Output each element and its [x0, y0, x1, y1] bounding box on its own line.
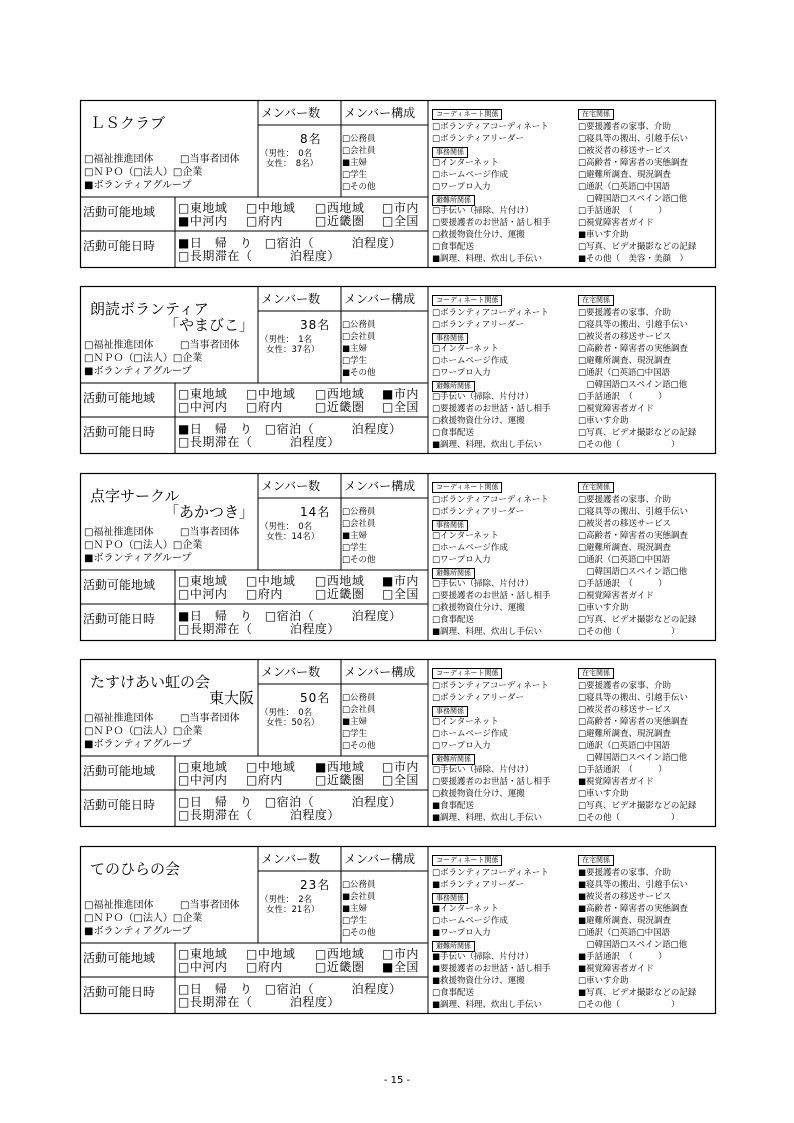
- skill-checkbox[interactable]: □その他（ ）: [578, 440, 680, 450]
- skill-checkbox[interactable]: ■調理、料理、炊出し手伝い: [432, 254, 543, 264]
- member-count-header: メンバー数: [261, 852, 321, 866]
- activity-area-label: 活動可能地域: [83, 951, 156, 965]
- member-count-value: 23名: [300, 878, 331, 892]
- skill-checkbox[interactable]: □ホームページ作成: [432, 356, 508, 366]
- member-count-value: 8名: [300, 132, 322, 146]
- skill-checkbox[interactable]: □手伝い（掃除、片付け）: [432, 392, 534, 402]
- skill-checkbox[interactable]: □ホームページ作成: [432, 729, 508, 739]
- skill-checkbox[interactable]: □高齢者・障害者の実態調査: [578, 158, 689, 168]
- skill-checkbox[interactable]: ■高齢者・障害者の実態調査: [578, 904, 689, 914]
- skill-checkbox[interactable]: ■車いす介助: [578, 230, 629, 240]
- member-composition-header: メンバー構成: [344, 665, 416, 679]
- org-npo-checkbox[interactable]: □ＮＰＯ（□法人）□企業: [84, 913, 203, 924]
- skill-checkbox[interactable]: □避難所調査、現況調査: [578, 543, 672, 553]
- member-female-count: 女性：50名）: [266, 718, 320, 728]
- composition-checkbox[interactable]: ■その他: [342, 368, 376, 378]
- skill-checkbox[interactable]: ■被災者の移送サービス: [578, 892, 672, 902]
- skill-checkbox[interactable]: ■その他（ 美容・美顔 ）: [578, 254, 689, 264]
- composition-checkbox[interactable]: □会社員: [342, 332, 376, 342]
- area-checkbox[interactable]: □中河内: [178, 773, 228, 787]
- org-volunteer-checkbox[interactable]: ■ボランティアグループ: [84, 180, 192, 191]
- area-checkbox[interactable]: □西地域: [315, 947, 365, 961]
- home-category-header: 在宅関係: [578, 109, 614, 120]
- skill-checkbox[interactable]: □手伝い（掃除、片付け）: [432, 206, 534, 216]
- area-checkbox[interactable]: □中地域: [246, 947, 296, 961]
- time-option-day-stay[interactable]: ■日 帰 り □宿泊（ 泊程度）: [178, 609, 402, 623]
- member-male-count: （男性： 0名: [260, 708, 313, 718]
- shelter-category-header: 避難所関係: [432, 568, 475, 579]
- coordinate-category-header: コーディネート関係: [432, 855, 502, 866]
- area-checkbox[interactable]: □府内: [246, 773, 283, 787]
- skill-checkbox[interactable]: ■視覚障害者ガイド: [578, 777, 654, 787]
- skill-checkbox[interactable]: □救援物資仕分け、運搬: [432, 603, 525, 613]
- member-count-header: メンバー数: [261, 106, 321, 120]
- skill-checkbox[interactable]: □ボランティアコーディネート: [432, 868, 549, 878]
- org-tojisha-checkbox[interactable]: □当事者団体: [180, 527, 240, 538]
- skill-checkbox[interactable]: □通訳（□英語□中国語: [578, 182, 671, 192]
- composition-checkbox[interactable]: ■会社員: [342, 892, 376, 902]
- skill-checkbox[interactable]: □その他（ ）: [578, 1000, 680, 1010]
- member-male-count: （男性： 2名: [260, 895, 313, 905]
- skill-checkbox[interactable]: ■ボランティアリーダー: [432, 880, 525, 890]
- skill-checkbox[interactable]: □ワープロ入力: [432, 368, 491, 378]
- skill-checkbox[interactable]: □寝具等の搬出、引越手伝い: [578, 320, 689, 330]
- area-checkbox[interactable]: □市内: [382, 760, 419, 774]
- member-count-header: メンバー数: [261, 665, 321, 679]
- skill-checkbox[interactable]: ■要援護者のお世話・話し相手: [432, 964, 551, 974]
- skill-checkbox[interactable]: □ボランティアリーダー: [432, 134, 525, 144]
- skill-checkbox[interactable]: □視覚障害者ガイド: [578, 404, 654, 414]
- skill-checkbox[interactable]: □被災者の移送サービス: [578, 332, 672, 342]
- skill-checkbox[interactable]: ■食事配送: [432, 801, 475, 811]
- member-composition-header: メンバー構成: [344, 852, 416, 866]
- skill-checkbox[interactable]: □高齢者・障害者の実態調査: [578, 717, 689, 727]
- office-category-header: 事務関係: [432, 706, 468, 717]
- skill-checkbox[interactable]: □ボランティアリーダー: [432, 507, 525, 517]
- org-npo-checkbox[interactable]: □ＮＰＯ（□法人）□企業: [84, 353, 203, 364]
- skill-checkbox[interactable]: □インターネット: [432, 158, 499, 168]
- skill-checkbox[interactable]: □ホームページ作成: [432, 170, 508, 180]
- area-checkbox[interactable]: □府内: [246, 587, 283, 601]
- skill-checkbox[interactable]: □車いす介助: [578, 603, 629, 613]
- composition-checkbox[interactable]: □会社員: [342, 705, 376, 715]
- skill-checkbox[interactable]: □被災者の移送サービス: [578, 705, 672, 715]
- skill-checkbox[interactable]: □避難所調査、現況調査: [578, 729, 672, 739]
- shelter-category-header: 避難所関係: [432, 381, 475, 392]
- area-checkbox[interactable]: □中河内: [178, 587, 228, 601]
- volunteer-group-card: [80, 473, 716, 641]
- org-fukushi-checkbox[interactable]: □福祉推進団体: [84, 154, 154, 165]
- skill-checkbox[interactable]: ■調理、料理、炊出し手伝い: [432, 1000, 543, 1010]
- volunteer-group-card: [80, 286, 716, 454]
- area-checkbox[interactable]: □西地域: [315, 574, 365, 588]
- skill-checkbox[interactable]: □食事配送: [432, 242, 475, 252]
- office-category-header: 事務関係: [432, 147, 468, 158]
- org-npo-checkbox[interactable]: □ＮＰＯ（□法人）□企業: [84, 167, 203, 178]
- skill-checkbox[interactable]: ■調理、料理、炊出し手伝い: [432, 627, 543, 637]
- skill-checkbox[interactable]: □救援物資仕分け、運搬: [432, 789, 525, 799]
- area-checkbox[interactable]: ■全国: [382, 960, 419, 974]
- group-name-line2: 「あかつき」: [163, 503, 254, 521]
- skill-checkbox[interactable]: □韓国語□スペイン語□他: [578, 567, 688, 577]
- member-composition-header: メンバー構成: [344, 106, 416, 120]
- org-volunteer-checkbox[interactable]: ■ボランティアグループ: [84, 553, 192, 564]
- coordinate-category-header: コーディネート関係: [432, 109, 502, 120]
- composition-checkbox[interactable]: □その他: [342, 555, 376, 565]
- area-checkbox[interactable]: □全国: [382, 773, 419, 787]
- area-checkbox[interactable]: □近畿圏: [315, 960, 365, 974]
- member-count-header: メンバー数: [261, 292, 321, 306]
- composition-checkbox[interactable]: □公務員: [342, 507, 376, 517]
- composition-checkbox[interactable]: ■主婦: [342, 904, 368, 914]
- area-checkbox[interactable]: □全国: [382, 587, 419, 601]
- group-name-line1: たすけあい虹の会: [90, 673, 211, 691]
- area-checkbox[interactable]: □東地域: [178, 947, 228, 961]
- skill-checkbox[interactable]: □救援物資仕分け、運搬: [432, 416, 525, 426]
- member-count-value: 14名: [300, 505, 331, 519]
- skill-checkbox[interactable]: □インターネット: [432, 717, 499, 727]
- composition-checkbox[interactable]: ■主婦: [342, 531, 368, 541]
- area-checkbox[interactable]: □全国: [382, 400, 419, 414]
- area-checkbox[interactable]: □中地域: [246, 387, 296, 401]
- skill-checkbox[interactable]: □手伝い（掃除、片付け）: [432, 765, 534, 775]
- time-option-long-stay[interactable]: □長期滞在（ 泊程度）: [178, 435, 340, 449]
- skill-checkbox[interactable]: □手話通訳 （ ）: [578, 579, 667, 589]
- time-option-long-stay[interactable]: □長期滞在（ 泊程度）: [178, 808, 340, 822]
- skill-checkbox[interactable]: □写真、ビデオ撮影などの記録: [578, 242, 697, 252]
- composition-checkbox[interactable]: □公務員: [342, 880, 376, 890]
- skill-checkbox[interactable]: □韓国語□スペイン語□他: [578, 940, 688, 950]
- composition-checkbox[interactable]: ■主婦: [342, 717, 368, 727]
- org-fukushi-checkbox[interactable]: □福祉推進団体: [84, 340, 154, 351]
- member-count-value: 50名: [300, 691, 331, 705]
- skill-checkbox[interactable]: □要援護者の家事、介助: [578, 681, 672, 691]
- volunteer-group-card: [80, 100, 716, 268]
- area-checkbox[interactable]: ■中河内: [178, 214, 228, 228]
- area-checkbox[interactable]: □近畿圏: [315, 400, 365, 414]
- skill-checkbox[interactable]: □写真、ビデオ撮影などの記録: [578, 801, 697, 811]
- skill-checkbox[interactable]: □ボランティアリーダー: [432, 693, 525, 703]
- skill-checkbox[interactable]: □避難所調査、現況調査: [578, 356, 672, 366]
- group-name-line1: 朗読ボランティア: [90, 300, 209, 318]
- group-name-line1: ＬＳクラブ: [90, 114, 166, 132]
- area-checkbox[interactable]: □中地域: [246, 760, 296, 774]
- activity-time-label: 活動可能日時: [83, 612, 156, 626]
- skill-checkbox[interactable]: □寝具等の搬出、引越手伝い: [578, 693, 689, 703]
- area-checkbox[interactable]: □中河内: [178, 960, 228, 974]
- area-checkbox[interactable]: □府内: [246, 960, 283, 974]
- skill-checkbox[interactable]: ■視覚障害者ガイド: [578, 964, 654, 974]
- shelter-category-header: 避難所関係: [432, 195, 475, 206]
- composition-checkbox[interactable]: □その他: [342, 182, 376, 192]
- composition-checkbox[interactable]: □会社員: [342, 519, 376, 529]
- skill-checkbox[interactable]: ■手伝い（掃除、片付け）: [432, 952, 534, 962]
- skill-checkbox[interactable]: □通訳（□英語□中国語: [578, 928, 671, 938]
- skill-checkbox[interactable]: □要援護者の家事、介助: [578, 308, 672, 318]
- page-number: - 15 -: [383, 1075, 411, 1086]
- skill-checkbox[interactable]: □その他（ ）: [578, 813, 680, 823]
- composition-checkbox[interactable]: □学生: [342, 916, 368, 926]
- skill-checkbox[interactable]: □ボランティアコーディネート: [432, 495, 549, 505]
- composition-checkbox[interactable]: □公務員: [342, 134, 376, 144]
- org-volunteer-checkbox[interactable]: ■ボランティアグループ: [84, 739, 192, 750]
- skill-checkbox[interactable]: □通訳（□英語□中国語: [578, 368, 671, 378]
- time-option-long-stay[interactable]: □長期滞在（ 泊程度）: [178, 622, 340, 636]
- skill-checkbox[interactable]: □通訳（□英語□中国語: [578, 555, 671, 565]
- skill-checkbox[interactable]: □寝具等の搬出、引越手伝い: [578, 134, 689, 144]
- skill-checkbox[interactable]: □写真、ビデオ撮影などの記録: [578, 615, 697, 625]
- volunteer-group-card: [80, 846, 716, 1014]
- skill-checkbox[interactable]: ■調理、料理、炊出し手伝い: [432, 813, 543, 823]
- skill-checkbox[interactable]: □食事配送: [432, 615, 475, 625]
- activity-time-label: 活動可能日時: [83, 798, 156, 812]
- area-checkbox[interactable]: □市内: [382, 201, 419, 215]
- composition-checkbox[interactable]: □学生: [342, 356, 368, 366]
- time-option-long-stay[interactable]: □長期滞在（ 泊程度）: [178, 995, 340, 1009]
- skill-checkbox[interactable]: □視覚障害者ガイド: [578, 591, 654, 601]
- composition-checkbox[interactable]: ■主婦: [342, 344, 368, 354]
- activity-area-label: 活動可能地域: [83, 205, 156, 219]
- time-option-day-stay[interactable]: □日 帰 り □宿泊（ 泊程度）: [178, 795, 402, 809]
- skill-checkbox[interactable]: □手伝い（掃除、片付け）: [432, 579, 534, 589]
- activity-area-label: 活動可能地域: [83, 764, 156, 778]
- area-checkbox[interactable]: □近畿圏: [315, 773, 365, 787]
- skill-checkbox[interactable]: □要援護者のお世話・話し相手: [432, 591, 551, 601]
- skill-checkbox[interactable]: □インターネット: [432, 344, 499, 354]
- skill-checkbox[interactable]: □視覚障害者ガイド: [578, 218, 654, 228]
- activity-time-label: 活動可能日時: [83, 985, 156, 999]
- org-fukushi-checkbox[interactable]: □福祉推進団体: [84, 527, 154, 538]
- skill-checkbox[interactable]: □要援護者のお世話・話し相手: [432, 404, 551, 414]
- composition-checkbox[interactable]: □公務員: [342, 693, 376, 703]
- skill-checkbox[interactable]: ■ワープロ入力: [432, 928, 491, 938]
- coordinate-category-header: コーディネート関係: [432, 482, 502, 493]
- activity-time-label: 活動可能日時: [83, 239, 156, 253]
- member-male-count: （男性： 1名: [260, 335, 313, 345]
- area-checkbox[interactable]: □東地域: [178, 387, 228, 401]
- skill-checkbox[interactable]: □ワープロ入力: [432, 182, 491, 192]
- area-checkbox[interactable]: ■西地域: [315, 760, 365, 774]
- area-checkbox[interactable]: ■市内: [382, 387, 419, 401]
- member-female-count: 女性：21名）: [266, 905, 320, 915]
- area-checkbox[interactable]: ■市内: [382, 574, 419, 588]
- area-checkbox[interactable]: □中地域: [246, 574, 296, 588]
- skill-checkbox[interactable]: □その他（ ）: [578, 627, 680, 637]
- skill-checkbox[interactable]: ■インターネット: [432, 904, 499, 914]
- member-count-header: メンバー数: [261, 479, 321, 493]
- area-checkbox[interactable]: □中地域: [246, 201, 296, 215]
- skill-checkbox[interactable]: □ワープロ入力: [432, 741, 491, 751]
- skill-checkbox[interactable]: □ホームページ作成: [432, 543, 508, 553]
- group-name-line1: 点字サークル: [90, 487, 180, 505]
- home-category-header: 在宅関係: [578, 668, 614, 679]
- skill-checkbox[interactable]: □手話通訳 （ ）: [578, 765, 667, 775]
- skill-checkbox[interactable]: □車いす介助: [578, 789, 629, 799]
- skill-checkbox[interactable]: ■寝具等の搬出、引越手伝い: [578, 880, 689, 890]
- area-checkbox[interactable]: □近畿圏: [315, 214, 365, 228]
- skill-checkbox[interactable]: □ボランティアリーダー: [432, 320, 525, 330]
- skill-checkbox[interactable]: □韓国語□スペイン語□他: [578, 753, 688, 763]
- shelter-category-header: 避難所関係: [432, 754, 475, 765]
- skill-checkbox[interactable]: ■手話通訳 （ ）: [578, 952, 667, 962]
- area-checkbox[interactable]: □府内: [246, 214, 283, 228]
- skill-checkbox[interactable]: □韓国語□スペイン語□他: [578, 380, 688, 390]
- area-checkbox[interactable]: □市内: [382, 947, 419, 961]
- area-checkbox[interactable]: □西地域: [315, 387, 365, 401]
- org-volunteer-checkbox[interactable]: ■ボランティアグループ: [84, 366, 192, 377]
- activity-area-label: 活動可能地域: [83, 391, 156, 405]
- composition-checkbox[interactable]: □その他: [342, 741, 376, 751]
- area-checkbox[interactable]: □府内: [246, 400, 283, 414]
- skill-checkbox[interactable]: □救援物資仕分け、運搬: [432, 230, 525, 240]
- org-fukushi-checkbox[interactable]: □福祉推進団体: [84, 900, 154, 911]
- member-count-value: 38名: [300, 318, 331, 332]
- member-composition-header: メンバー構成: [344, 479, 416, 493]
- composition-checkbox[interactable]: □公務員: [342, 320, 376, 330]
- org-tojisha-checkbox[interactable]: □当事者団体: [180, 900, 240, 911]
- area-checkbox[interactable]: □全国: [382, 214, 419, 228]
- skill-checkbox[interactable]: □手話通訳 （ ）: [578, 392, 667, 402]
- shelter-category-header: 避難所関係: [432, 941, 475, 952]
- area-checkbox[interactable]: □東地域: [178, 760, 228, 774]
- skill-checkbox[interactable]: ■避難所調査、現況調査: [578, 916, 672, 926]
- composition-checkbox[interactable]: □学生: [342, 543, 368, 553]
- office-category-header: 事務関係: [432, 520, 468, 531]
- member-female-count: 女性：37名）: [266, 345, 320, 355]
- org-tojisha-checkbox[interactable]: □当事者団体: [180, 713, 240, 724]
- member-female-count: 女性：14名）: [266, 532, 320, 542]
- time-option-day-stay[interactable]: ■日 帰 り □宿泊（ 泊程度）: [178, 422, 402, 436]
- area-checkbox[interactable]: □東地域: [178, 201, 228, 215]
- volunteer-group-card: [80, 659, 716, 827]
- member-male-count: （男性： 0名: [260, 522, 313, 532]
- skill-checkbox[interactable]: ■写真、ビデオ撮影などの記録: [578, 988, 697, 998]
- home-category-header: 在宅関係: [578, 855, 614, 866]
- skill-checkbox[interactable]: □食事配送: [432, 428, 475, 438]
- org-volunteer-checkbox[interactable]: ■ボランティアグループ: [84, 926, 192, 937]
- skill-checkbox[interactable]: □要援護者のお世話・話し相手: [432, 777, 551, 787]
- skill-checkbox[interactable]: □インターネット: [432, 531, 499, 541]
- office-category-header: 事務関係: [432, 893, 468, 904]
- skill-checkbox[interactable]: □高齢者・障害者の実態調査: [578, 531, 689, 541]
- skill-checkbox[interactable]: □写真、ビデオ撮影などの記録: [578, 428, 697, 438]
- skill-checkbox[interactable]: □ボランティアコーディネート: [432, 122, 549, 132]
- activity-area-label: 活動可能地域: [83, 578, 156, 592]
- org-npo-checkbox[interactable]: □ＮＰＯ（□法人）□企業: [84, 540, 203, 551]
- time-option-day-stay[interactable]: □日 帰 り □宿泊（ 泊程度）: [178, 982, 402, 996]
- skill-checkbox[interactable]: □ボランティアコーディネート: [432, 308, 549, 318]
- skill-checkbox[interactable]: ■救援物資仕分け、運搬: [432, 976, 525, 986]
- member-composition-header: メンバー構成: [344, 292, 416, 306]
- composition-checkbox[interactable]: □学生: [342, 170, 368, 180]
- area-checkbox[interactable]: □東地域: [178, 574, 228, 588]
- coordinate-category-header: コーディネート関係: [432, 668, 502, 679]
- skill-checkbox[interactable]: □食事配送: [432, 988, 475, 998]
- skill-checkbox[interactable]: □韓国語□スペイン語□他: [578, 194, 688, 204]
- org-npo-checkbox[interactable]: □ＮＰＯ（□法人）□企業: [84, 726, 203, 737]
- skill-checkbox[interactable]: □通訳（□英語□中国語: [578, 741, 671, 751]
- group-name-line1: てのひらの会: [90, 860, 181, 878]
- composition-checkbox[interactable]: □学生: [342, 729, 368, 739]
- area-checkbox[interactable]: □中河内: [178, 400, 228, 414]
- skill-checkbox[interactable]: □要援護者の家事、介助: [578, 122, 672, 132]
- skill-checkbox[interactable]: □車いす介助: [578, 416, 629, 426]
- skill-checkbox[interactable]: □被災者の移送サービス: [578, 519, 672, 529]
- group-name-line2: 「やまびこ」: [163, 316, 254, 334]
- skill-checkbox[interactable]: □要援護者のお世話・話し相手: [432, 218, 551, 228]
- composition-checkbox[interactable]: ■主婦: [342, 158, 368, 168]
- skill-checkbox[interactable]: □手話通訳 （ ）: [578, 206, 667, 216]
- area-checkbox[interactable]: □近畿圏: [315, 587, 365, 601]
- group-name-line2: 東大阪: [208, 689, 254, 707]
- skill-checkbox[interactable]: □ワープロ入力: [432, 555, 491, 565]
- skill-checkbox[interactable]: □高齢者・障害者の実態調査: [578, 344, 689, 354]
- org-fukushi-checkbox[interactable]: □福祉推進団体: [84, 713, 154, 724]
- coordinate-category-header: コーディネート関係: [432, 295, 502, 306]
- member-female-count: 女性： 8名）: [266, 159, 319, 169]
- member-male-count: （男性： 0名: [260, 149, 313, 159]
- org-tojisha-checkbox[interactable]: □当事者団体: [180, 340, 240, 351]
- composition-checkbox[interactable]: □その他: [342, 928, 376, 938]
- home-category-header: 在宅関係: [578, 482, 614, 493]
- home-category-header: 在宅関係: [578, 295, 614, 306]
- skill-checkbox[interactable]: ■要援護者の家事、介助: [578, 868, 672, 878]
- skill-checkbox[interactable]: □被災者の移送サービス: [578, 146, 672, 156]
- skill-checkbox[interactable]: □ボランティアコーディネート: [432, 681, 549, 691]
- area-checkbox[interactable]: □西地域: [315, 201, 365, 215]
- skill-checkbox[interactable]: □寝具等の搬出、引越手伝い: [578, 507, 689, 517]
- office-category-header: 事務関係: [432, 333, 468, 344]
- skill-checkbox[interactable]: ■調理、料理、炊出し手伝い: [432, 440, 543, 450]
- time-option-long-stay[interactable]: □長期滞在（ 泊程度）: [178, 249, 340, 263]
- time-option-day-stay[interactable]: ■日 帰 り □宿泊（ 泊程度）: [178, 236, 402, 250]
- skill-checkbox[interactable]: □要援護者の家事、介助: [578, 495, 672, 505]
- skill-checkbox[interactable]: □避難所調査、現況調査: [578, 170, 672, 180]
- activity-time-label: 活動可能日時: [83, 425, 156, 439]
- composition-checkbox[interactable]: □会社員: [342, 146, 376, 156]
- skill-checkbox[interactable]: □車いす介助: [578, 976, 629, 986]
- skill-checkbox[interactable]: □ホームページ作成: [432, 916, 508, 926]
- org-tojisha-checkbox[interactable]: □当事者団体: [180, 154, 240, 165]
